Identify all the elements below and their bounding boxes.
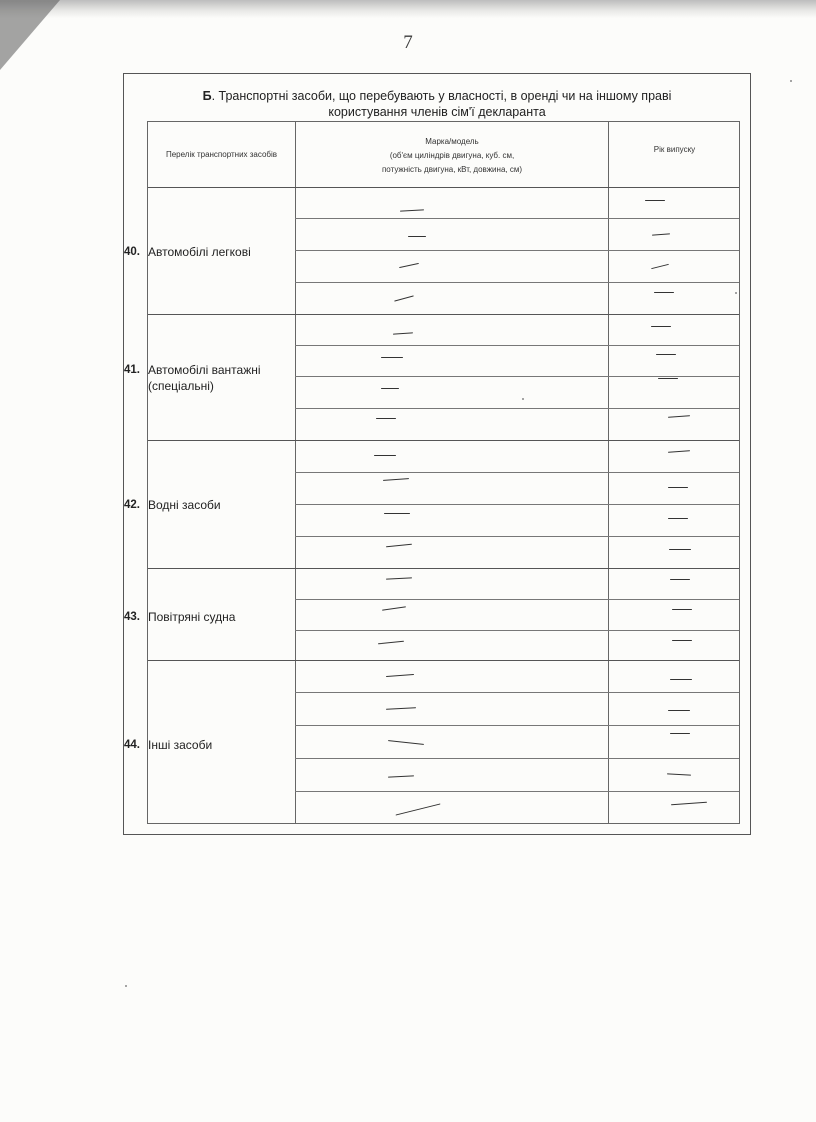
handwritten-dash (654, 292, 674, 293)
header-year-text: Рік випуску (653, 145, 696, 154)
section-letter: Б (202, 89, 212, 103)
scan-speck (790, 80, 792, 82)
sub-row-divider (295, 630, 739, 631)
row-title-41: Автомобілі вантажні (спеціальні) (148, 363, 261, 393)
handwritten-dash (374, 455, 396, 456)
sub-row-divider (295, 725, 739, 726)
sub-row-divider (295, 282, 739, 283)
scan-speck (125, 985, 127, 987)
sub-row-divider (295, 250, 739, 251)
vehicles-table (124, 121, 740, 824)
header-divider (148, 187, 739, 188)
handwritten-dash (396, 803, 441, 815)
sub-row-divider (295, 758, 739, 759)
header-make-model-line1: Марка/модель (425, 137, 479, 146)
handwritten-dash (671, 802, 707, 806)
header-year (609, 122, 740, 178)
row-label-40 (124, 244, 294, 260)
row-title-42: Водні засоби (148, 498, 221, 512)
row-title-40: Автомобілі легкові (148, 245, 251, 259)
sub-row-divider (295, 536, 739, 537)
row-label-42 (124, 497, 294, 513)
handwritten-dash (394, 295, 414, 301)
row-label-44 (124, 737, 294, 753)
section-title-line1 (123, 88, 751, 104)
sub-row-divider (295, 599, 739, 600)
handwritten-dash (386, 577, 412, 579)
row-label-43 (124, 609, 294, 625)
handwritten-dash (386, 544, 412, 548)
handwritten-dash (378, 641, 404, 645)
handwritten-dash (670, 733, 690, 734)
handwritten-dash (388, 775, 414, 777)
group-divider-41 (148, 314, 739, 315)
sub-row-divider (295, 791, 739, 792)
handwritten-dash (672, 640, 692, 641)
sub-row-divider (295, 472, 739, 473)
handwritten-dash (408, 236, 426, 237)
row-number-43: 43. (124, 611, 140, 623)
handwritten-dash (384, 513, 410, 514)
handwritten-dash (393, 332, 413, 334)
handwritten-dash (382, 606, 406, 610)
row-label-41 (124, 362, 290, 394)
handwritten-dash (381, 357, 403, 358)
sub-row-divider (295, 692, 739, 693)
handwritten-dash (670, 579, 690, 580)
handwritten-dash (658, 378, 678, 379)
sub-row-divider (295, 376, 739, 377)
handwritten-dash (656, 354, 676, 355)
handwritten-dash (668, 710, 690, 711)
section-title (123, 88, 751, 120)
group-divider-43 (148, 568, 739, 569)
handwritten-dash (667, 773, 691, 775)
handwritten-dash (668, 415, 690, 418)
handwritten-dash (386, 674, 414, 677)
scan-shadow-top (0, 0, 816, 18)
row-title-44: Інші засоби (148, 738, 213, 752)
handwritten-dash (668, 487, 688, 488)
handwritten-dash (381, 388, 399, 389)
page-number: 7 (403, 32, 413, 53)
sub-row-divider (295, 345, 739, 346)
scan-speck (522, 398, 524, 400)
handwritten-dash (399, 263, 419, 268)
handwritten-dash (386, 707, 416, 710)
handwritten-dash (672, 609, 692, 610)
handwritten-dash (670, 679, 692, 680)
scan-speck (735, 292, 737, 294)
handwritten-dash (668, 450, 690, 453)
sub-row-divider (295, 504, 739, 505)
header-make-model-line2: (об'єм циліндрів двигуна, куб. см, (389, 151, 515, 160)
header-make-model-line3: потужність двигуна, кВт, довжина, см) (381, 165, 523, 174)
handwritten-dash (651, 264, 669, 269)
header-make-model (296, 128, 608, 184)
handwritten-dash (376, 418, 396, 419)
sub-row-divider (295, 408, 739, 409)
section-title-text: . Транспортні засоби, що перебувають у власності, в оренді чи на іншому праві (211, 89, 672, 103)
handwritten-dash (651, 326, 671, 327)
header-vehicle-list (148, 122, 295, 188)
handwritten-dash (383, 478, 409, 481)
group-divider-44 (148, 660, 739, 661)
row-number-41: 41. (124, 364, 140, 376)
row-number-42: 42. (124, 499, 140, 511)
handwritten-dash (388, 740, 424, 745)
handwritten-dash (652, 233, 670, 235)
row-title-43: Повітряні судна (148, 610, 236, 624)
sub-row-divider (295, 218, 739, 219)
section-title-line2: користування членів сім'ї декларанта (328, 105, 546, 119)
handwritten-dash (400, 209, 424, 211)
handwritten-dash (668, 518, 688, 519)
group-divider-42 (148, 440, 739, 441)
row-number-44: 44. (124, 739, 140, 751)
handwritten-dash (645, 200, 665, 201)
row-number-40: 40. (124, 246, 140, 258)
handwritten-dash (669, 549, 691, 550)
header-vehicle-list-text: Перелік транспортних засобів (165, 150, 278, 159)
